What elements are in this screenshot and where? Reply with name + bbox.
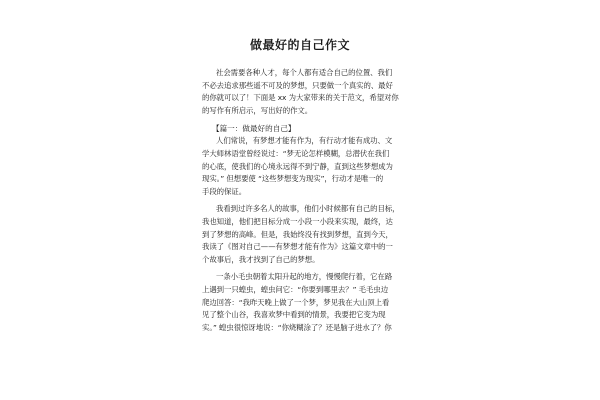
intro-paragraph — [202, 67, 402, 117]
text-line: 上遇到一只蝗虫，蝗虫问它：“你要到哪里去？” 毛毛虫边 — [202, 284, 389, 294]
text-line: 实。” 蝗虫很惊讶地说：“你烧糊涂了？还是脑子进水了？你 — [202, 322, 392, 332]
text-line: 的你就可以了！下面是 xx 为大家带来的关于范文，希望对你 — [202, 93, 399, 103]
body-paragraph — [202, 203, 402, 266]
text-line: 不必去追求那些遥不可及的梦想，只要做一个真实的、最好 — [202, 80, 393, 90]
text-line: 个故事后，我才找到了自己的梦想。 — [202, 254, 320, 264]
text-line: 我读了《图对自己——有梦想才能有作为》这篇文章中的一 — [202, 242, 393, 252]
text-line: 人们常说，有梦想才能有作为，有行动才能有成功、文 — [216, 136, 393, 146]
text-line: 的心底，使我们的心境永远得不到宁静，直到这些梦想成为 — [202, 161, 393, 171]
text-line: 爬边回答：“我昨天晚上做了一个梦，梦见我在大山顶上看 — [202, 297, 390, 307]
text-line: 到了梦想的高峰。但是，我始终没有找到梦想，直到今天， — [202, 229, 393, 239]
text-line: 学大师林语堂曾经说过：“梦无论怎样模糊，总潜伏在我们 — [202, 148, 390, 158]
text-line: 一条小毛虫朝着太阳升起的地方，慢慢爬行着，它在路 — [216, 272, 393, 282]
text-line: 社会需要各种人才，每个人都有适合自己的位置、我们 — [216, 68, 393, 77]
text-line: 现实。” 但想要使 “这些梦想变为现实”，行动才是唯一的 — [202, 174, 384, 184]
text-line: 的写作有所启示，写出好的作文。 — [202, 105, 313, 115]
document-body — [202, 67, 402, 334]
body-paragraph — [202, 135, 402, 198]
text-line: 我也知道，他们把目标分成一小段一小段来实现，最终，达 — [202, 216, 393, 226]
document-title: 做最好的自己作文 — [249, 38, 350, 52]
text-line: 手段的保证。 — [202, 186, 247, 196]
text-line: 我看到过许多名人的故事，他们小时候都有自己的目标， — [216, 204, 400, 214]
body-paragraph — [202, 271, 402, 334]
section-heading: 【篇一：做最好的自己】 — [212, 124, 296, 134]
text-line: 见了整个山谷，我喜欢梦中看到的情景，我要把它变为现 — [202, 310, 386, 320]
